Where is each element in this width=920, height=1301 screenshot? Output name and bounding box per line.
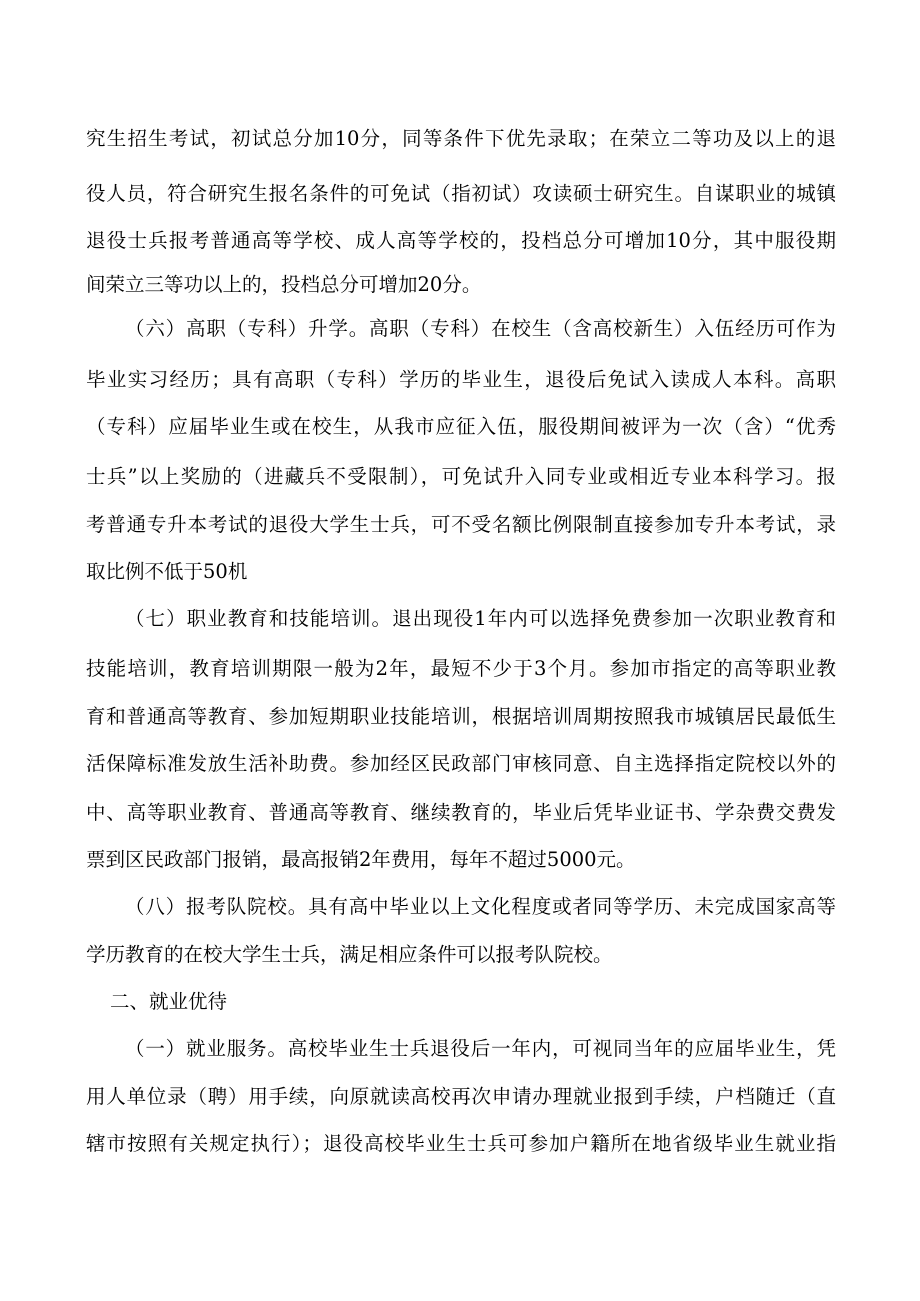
paragraph-line: 究生招生考试，初试总分加10分，同等条件下优先录取；在荣立二等功及以上的退 bbox=[86, 127, 836, 150]
paragraph-line: （七）职业教育和技能培训。退出现役1年内可以选择免费参加一次职业教育和 bbox=[125, 607, 836, 630]
paragraph-line: 票到区民政部门报销，最高报销2年费用，每年不超过5000元。 bbox=[86, 848, 636, 871]
paragraph-line: 辖市按照有关规定执行）；退役高校毕业生士兵可参加户籍所在地省级毕业生就业指 bbox=[86, 1132, 836, 1155]
paragraph-line: 用人单位录（聘）用手续，向原就读高校再次申请办理就业报到手续，户档随迁（直 bbox=[86, 1085, 836, 1108]
paragraph-line: 技能培训，教育培训期限一般为2年，最短不少于3个月。参加市指定的高等职业教 bbox=[86, 657, 836, 680]
paragraph-line: 学历教育的在校大学生士兵，满足相应条件可以报考队院校。 bbox=[86, 943, 613, 966]
paragraph-line: 中、高等职业教育、普通高等教育、继续教育的，毕业后凭毕业证书、学杂费交费发 bbox=[86, 801, 836, 824]
paragraph-line: 毕业实习经历；具有高职（专科）学历的毕业生，退役后免试入读成人本科。高职 bbox=[86, 368, 836, 391]
paragraph-line: （专科）应届毕业生或在校生，从我市应征入伍，服役期间被评为一次（含）“优秀 bbox=[86, 415, 836, 438]
paragraph-line: 役人员，符合研究生报名条件的可免试（指初试）攻读硕士研究生。自谋职业的城镇 bbox=[86, 182, 836, 205]
section-heading: 二、就业优待 bbox=[110, 990, 228, 1013]
paragraph-line: 活保障标准发放生活补助费。参加经区民政部门审核同意、自主选择指定院校以外的 bbox=[86, 752, 836, 775]
paragraph-line: 考普通专升本考试的退役大学生士兵，可不受名额比例限制直接参加专升本考试，录 bbox=[86, 513, 836, 536]
paragraph-line: 间荣立三等功以上的，投档总分可增加20分。 bbox=[86, 273, 482, 296]
paragraph-line: 士兵”以上奖励的（进藏兵不受限制），可免试升入同专业或相近专业本科学习。报 bbox=[86, 465, 836, 488]
paragraph-line: （六）高职（专科）升学。高职（专科）在校生（含高校新生）入伍经历可作为 bbox=[125, 317, 836, 340]
paragraph-line: 取比例不低于50机 bbox=[86, 560, 248, 583]
paragraph-line: （八）报考队院校。具有高中毕业以上文化程度或者同等学历、未完成国家高等 bbox=[125, 895, 836, 918]
paragraph-line: 退役士兵报考普通高等学校、成人高等学校的，投档总分可增加10分，其中服役期 bbox=[86, 229, 836, 252]
paragraph-line: （一）就业服务。高校毕业生士兵退役后一年内，可视同当年的应届毕业生，凭 bbox=[125, 1037, 836, 1060]
paragraph-line: 育和普通高等教育、参加短期职业技能培训，根据培训周期按照我市城镇居民最低生 bbox=[86, 705, 836, 728]
